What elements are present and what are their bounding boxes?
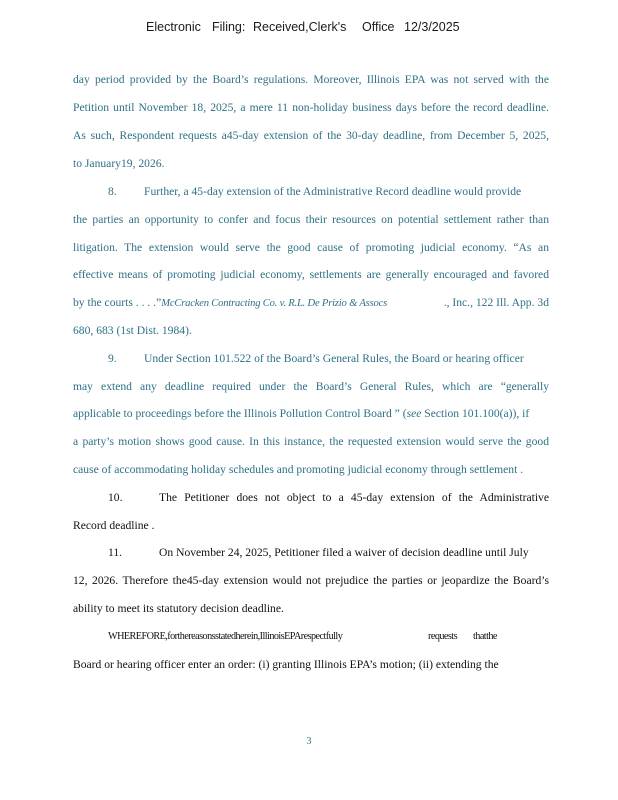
paragraph-number: 11.: [108, 546, 123, 559]
text-segment: WHEREFORE,forthereasonsstatedherein,IllinoisEPArespectfully: [108, 631, 343, 642]
text-segment: thatthe: [473, 631, 497, 642]
text-line: 680, 683 (1st Dist. 1984).: [73, 324, 192, 337]
paragraph-number: 10.: [108, 491, 123, 504]
text-line: Under Section 101.522 of the Board’s General Rules, the Board or hearing officer: [144, 352, 524, 365]
text-line: Petition until November 18, 2025, a mere 11 non-holiday business days before the record deadline.: [73, 101, 549, 114]
citation-line: [73, 296, 549, 311]
text-line: may extend any deadline required under the Board’s General Rules, which are “generally: [73, 380, 549, 393]
signal-word: see: [406, 407, 422, 420]
header-filing: Filing:: [212, 20, 246, 34]
paragraph-number: 8.: [108, 185, 117, 198]
text-line: Further, a 45-day extension of the Administrative Record deadline would provide: [144, 185, 522, 198]
header-date: 12/3/2025: [404, 20, 460, 34]
paragraph-line: [73, 185, 549, 199]
text-line: ability to meet its statutory decision deadline.: [73, 602, 284, 615]
text-segment: applicable to proceedings before the Illinois Pollution Control Board ” (: [73, 407, 407, 420]
text-line: litigation. The extension would serve the good cause of promoting judicial economy. “As an: [73, 241, 549, 254]
text-line: As such, Respondent requests a45-day extension of the 30-day deadline, from December 5, 2025,: [73, 129, 549, 142]
paragraph-line: [73, 546, 549, 560]
paragraph-line: [73, 491, 549, 505]
paragraph-line: [73, 352, 549, 366]
header-received: Received,Clerk's: [253, 20, 347, 34]
text-line: 12, 2026. Therefore the45-day extension would not prejudice the parties or jeopardize the Board’s: [73, 574, 549, 587]
case-name: McCracken Contracting Co. v. R.L. De Prizio & Assocs: [161, 298, 388, 309]
header-electronic: Electronic: [146, 20, 201, 34]
text-line: effective means of promoting judicial economy, settlements are generally encouraged and favored: [73, 268, 549, 281]
text-line: the parties an opportunity to confer and focus their resources on potential settlement rather than: [73, 213, 549, 226]
text-segment: ., Inc., 122 Ill. App. 3d: [443, 296, 549, 309]
text-segment: requests: [428, 631, 457, 642]
text-line: The Petitioner does not object to a 45-day extension of the Administrative: [159, 491, 549, 504]
text-line: [73, 407, 549, 421]
text-line: day period provided by the Board’s regulations. Moreover, Illinois EPA was not served with the: [73, 73, 549, 86]
text-line: cause of accommodating holiday schedules and promoting judicial economy through settlement .: [73, 463, 524, 476]
text-line: On November 24, 2025, Petitioner filed a waiver of decision deadline until July: [159, 546, 529, 559]
paragraph-number: 9.: [108, 352, 117, 365]
text-segment: Section 101.100(a)), if: [421, 407, 530, 420]
header-office: Office: [362, 20, 395, 34]
page-number: 3: [306, 736, 312, 747]
text-segment: by the courts . . . .”: [73, 296, 162, 309]
text-line: to January19, 2026.: [73, 157, 165, 170]
text-line: a party’s motion shows good cause. In this instance, the requested extension would serve the good: [73, 435, 549, 448]
text-line: Board or hearing officer enter an order: (i) granting Illinois EPA’s motion; (ii) extending the: [73, 658, 499, 671]
text-line: Record deadline .: [73, 519, 155, 532]
